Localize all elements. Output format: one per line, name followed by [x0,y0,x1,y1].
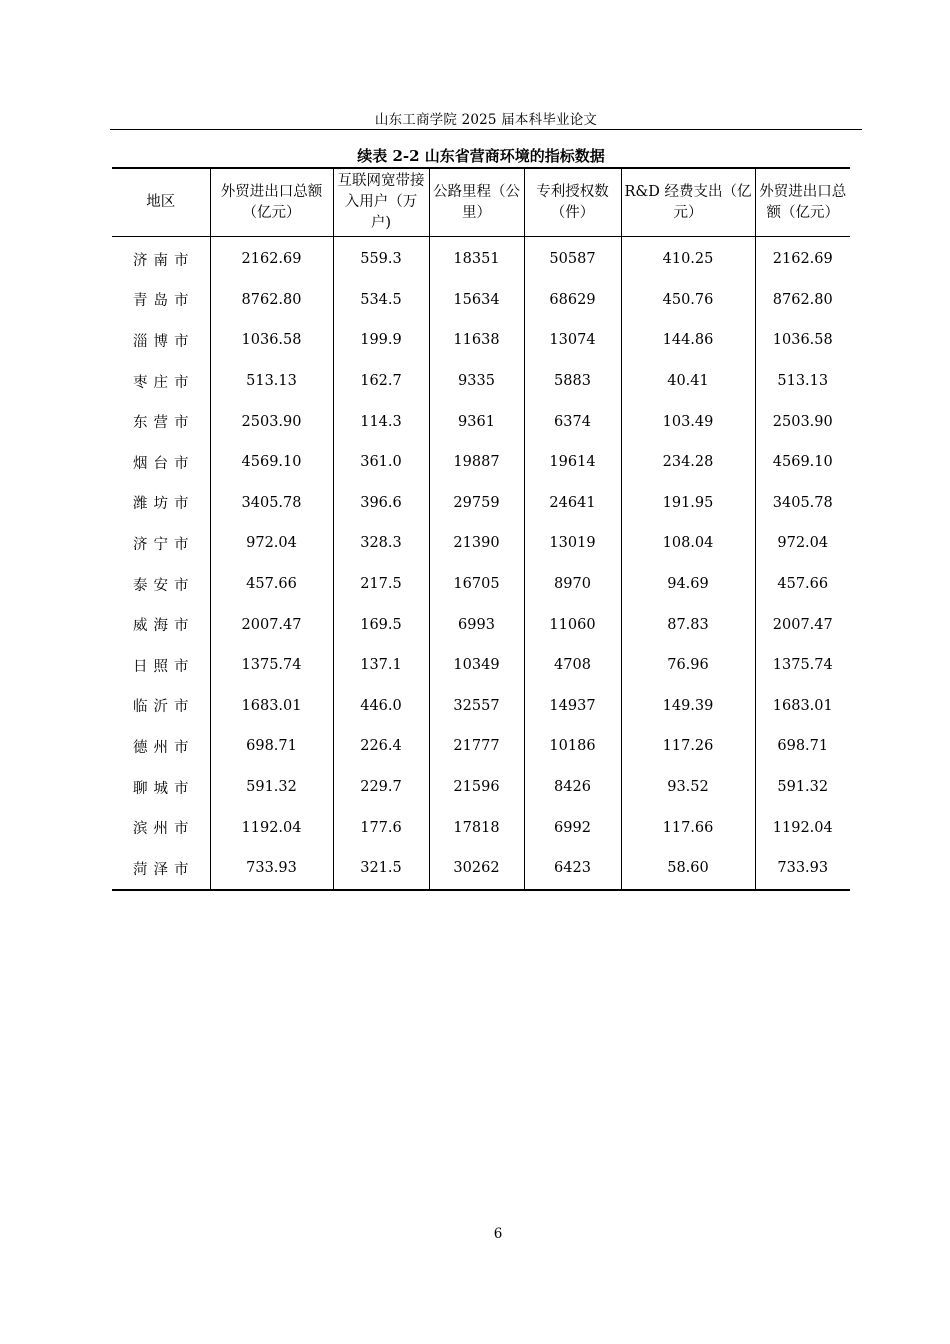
region-cell: 济宁市 [133,536,195,553]
value-cell: 591.32 [210,767,333,808]
table-row [112,483,850,524]
table-row [112,237,850,280]
value-cell: 513.13 [210,361,333,402]
value-cell: 457.66 [210,564,333,605]
region-cell: 潍坊市 [133,496,195,513]
region-cell: 威海市 [133,618,195,635]
value-cell: 1036.58 [210,320,333,361]
region-cell: 淄博市 [133,333,195,350]
value-cell: 76.96 [621,645,755,686]
value-cell: 13019 [524,523,621,564]
header-rule [110,129,862,130]
value-cell: 5883 [524,361,621,402]
region-cell: 日照市 [133,658,195,675]
table-row [112,564,850,605]
value-cell: 2162.69 [210,237,333,280]
value-cell: 10349 [429,645,524,686]
region-cell: 泰安市 [133,577,195,594]
value-cell: 534.5 [333,280,429,321]
value-cell: 68629 [524,280,621,321]
value-cell: 21596 [429,767,524,808]
value-cell: 13074 [524,320,621,361]
value-cell: 733.93 [755,848,850,890]
table-body [112,237,850,890]
value-cell: 6992 [524,807,621,848]
region-cell: 烟台市 [133,455,195,472]
value-cell: 117.66 [621,807,755,848]
page-number: 6 [493,1226,503,1242]
value-cell: 698.71 [755,726,850,767]
value-cell: 32557 [429,686,524,727]
value-cell: 17818 [429,807,524,848]
value-cell: 1683.01 [755,686,850,727]
table-row [112,361,850,402]
table-row [112,645,850,686]
value-cell: 9361 [429,401,524,442]
value-cell: 11638 [429,320,524,361]
value-cell: 8970 [524,564,621,605]
value-cell: 1036.58 [755,320,850,361]
column-header-3: 公路里程（公里） [429,168,524,237]
region-cell: 临沂市 [133,699,195,716]
column-header-2: 互联网宽带接入用户（万户) [333,168,429,237]
value-cell: 328.3 [333,523,429,564]
value-cell: 1192.04 [210,807,333,848]
region-cell: 菏泽市 [133,861,195,878]
value-cell: 8762.80 [210,280,333,321]
value-cell: 18351 [429,237,524,280]
value-cell: 108.04 [621,523,755,564]
value-cell: 2007.47 [755,604,850,645]
value-cell: 8426 [524,767,621,808]
value-cell: 11060 [524,604,621,645]
value-cell: 137.1 [333,645,429,686]
value-cell: 29759 [429,483,524,524]
value-cell: 361.0 [333,442,429,483]
region-cell: 济南市 [133,252,195,269]
value-cell: 24641 [524,483,621,524]
value-cell: 58.60 [621,848,755,890]
value-cell: 3405.78 [210,483,333,524]
value-cell: 103.49 [621,401,755,442]
value-cell: 733.93 [210,848,333,890]
table-row [112,848,850,890]
region-cell: 滨州市 [133,821,195,838]
value-cell: 229.7 [333,767,429,808]
running-header: 山东工商学院 2025 届本科毕业论文 [374,112,598,128]
value-cell: 16705 [429,564,524,605]
value-cell: 972.04 [210,523,333,564]
value-cell: 4569.10 [210,442,333,483]
value-cell: 3405.78 [755,483,850,524]
value-cell: 114.3 [333,401,429,442]
value-cell: 21390 [429,523,524,564]
region-cell: 枣庄市 [133,374,195,391]
value-cell: 30262 [429,848,524,890]
value-cell: 6423 [524,848,621,890]
value-cell: 117.26 [621,726,755,767]
table-header-row [112,168,850,237]
table-row [112,807,850,848]
value-cell: 94.69 [621,564,755,605]
value-cell: 4569.10 [755,442,850,483]
table-row [112,726,850,767]
column-header-1: 外贸进出口总额（亿元） [210,168,333,237]
indicator-table [112,167,850,891]
table-row [112,280,850,321]
value-cell: 217.5 [333,564,429,605]
value-cell: 450.76 [621,280,755,321]
value-cell: 513.13 [755,361,850,402]
value-cell: 6993 [429,604,524,645]
value-cell: 559.3 [333,237,429,280]
table-caption: 续表 2-2 山东省营商环境的指标数据 [357,147,605,165]
column-header-0: 地区 [112,168,210,237]
value-cell: 2503.90 [755,401,850,442]
region-cell: 德州市 [133,739,195,756]
value-cell: 6374 [524,401,621,442]
value-cell: 19614 [524,442,621,483]
value-cell: 972.04 [755,523,850,564]
column-header-5: R&D 经费支出（亿元） [621,168,755,237]
value-cell: 19887 [429,442,524,483]
value-cell: 40.41 [621,361,755,402]
value-cell: 321.5 [333,848,429,890]
value-cell: 21777 [429,726,524,767]
column-header-4: 专利授权数（件） [524,168,621,237]
table-row [112,320,850,361]
value-cell: 10186 [524,726,621,767]
table-row [112,767,850,808]
value-cell: 2007.47 [210,604,333,645]
region-cell: 东营市 [133,415,195,432]
value-cell: 8762.80 [755,280,850,321]
value-cell: 591.32 [755,767,850,808]
value-cell: 93.52 [621,767,755,808]
value-cell: 144.86 [621,320,755,361]
value-cell: 457.66 [755,564,850,605]
value-cell: 698.71 [210,726,333,767]
value-cell: 50587 [524,237,621,280]
value-cell: 1192.04 [755,807,850,848]
value-cell: 149.39 [621,686,755,727]
table-row [112,604,850,645]
value-cell: 2162.69 [755,237,850,280]
value-cell: 410.25 [621,237,755,280]
column-header-6: 外贸进出口总额（亿元） [755,168,850,237]
value-cell: 1375.74 [755,645,850,686]
value-cell: 4708 [524,645,621,686]
value-cell: 199.9 [333,320,429,361]
value-cell: 1683.01 [210,686,333,727]
value-cell: 169.5 [333,604,429,645]
value-cell: 15634 [429,280,524,321]
value-cell: 191.95 [621,483,755,524]
region-cell: 青岛市 [133,293,195,310]
region-cell: 聊城市 [133,780,195,797]
value-cell: 9335 [429,361,524,402]
value-cell: 234.28 [621,442,755,483]
value-cell: 177.6 [333,807,429,848]
table-row [112,442,850,483]
table-row [112,686,850,727]
value-cell: 396.6 [333,483,429,524]
value-cell: 87.83 [621,604,755,645]
table-row [112,401,850,442]
value-cell: 14937 [524,686,621,727]
value-cell: 162.7 [333,361,429,402]
value-cell: 2503.90 [210,401,333,442]
table-row [112,523,850,564]
value-cell: 446.0 [333,686,429,727]
value-cell: 226.4 [333,726,429,767]
value-cell: 1375.74 [210,645,333,686]
